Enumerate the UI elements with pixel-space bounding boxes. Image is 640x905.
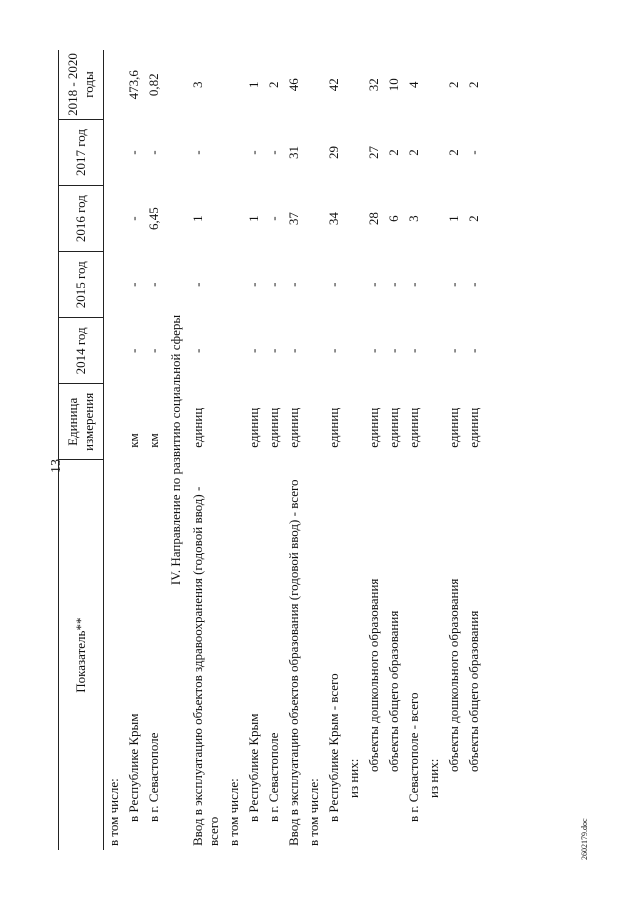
row-value: 46 <box>286 78 301 92</box>
row-value <box>304 252 324 318</box>
row-value <box>304 186 324 252</box>
row-value <box>104 252 125 318</box>
row-value: - <box>146 282 161 287</box>
row-unit <box>104 384 125 460</box>
row-value: - <box>466 150 481 155</box>
row-unit: км <box>126 433 141 448</box>
row-unit: единиц <box>466 407 481 448</box>
table-row <box>364 50 384 850</box>
row-value: 1 <box>246 81 261 88</box>
row-value <box>344 186 364 252</box>
header-2014: 2014 год <box>59 318 104 384</box>
row-value: 28 <box>366 212 381 226</box>
row-label: в том числе: <box>106 778 121 846</box>
row-value: 3 <box>406 215 421 222</box>
row-value: - <box>366 348 381 354</box>
row-unit: единиц <box>386 407 401 448</box>
row-value: 6,45 <box>146 207 161 230</box>
table-row <box>324 50 344 850</box>
row-value <box>424 318 444 384</box>
header-2015: 2015 год <box>59 252 104 318</box>
row-value: - <box>446 348 461 354</box>
row-value: 2 <box>266 81 281 88</box>
row-unit: единиц <box>246 407 261 448</box>
footer-doc-code: 2602179.doc <box>580 818 589 860</box>
header-2018-2020: 2018 - 2020 годы <box>59 50 104 119</box>
table-row <box>144 50 164 850</box>
row-label: в Республике Крым <box>126 713 141 822</box>
row-value <box>424 186 444 252</box>
row-label: в Республике Крым <box>246 713 261 822</box>
row-value: - <box>466 348 481 354</box>
row-value <box>304 318 324 384</box>
header-2016: 2016 год <box>59 186 104 252</box>
row-unit: единиц <box>326 407 341 448</box>
row-value <box>304 50 324 119</box>
row-label: в г. Севастополе <box>266 732 281 822</box>
header-unit: Единица измерения <box>59 384 104 460</box>
row-value <box>224 119 244 185</box>
row-value: - <box>266 216 281 221</box>
row-value: 2 <box>406 149 421 156</box>
header-2017: 2017 год <box>59 119 104 185</box>
row-label: из них: <box>426 758 441 798</box>
row-value: 34 <box>326 212 341 226</box>
row-value <box>224 50 244 119</box>
row-label: объекты общего образования <box>386 610 401 772</box>
rotated-table-container <box>58 50 598 850</box>
row-value: - <box>190 348 205 354</box>
row-value: - <box>326 282 341 287</box>
row-value: 37 <box>286 212 301 226</box>
row-value: 2 <box>386 149 401 156</box>
row-label: в том числе: <box>226 778 241 846</box>
row-value: - <box>126 282 141 287</box>
row-value: 1 <box>446 215 461 222</box>
row-value: 29 <box>326 146 341 160</box>
row-value: - <box>326 348 341 354</box>
row-value: - <box>190 282 205 287</box>
row-unit <box>424 384 444 460</box>
row-label: Ввод в эксплуатацию объектов здравоохранения (годовой ввод) - всего <box>190 486 221 846</box>
row-value: 42 <box>326 78 341 92</box>
row-value: - <box>406 348 421 354</box>
table-row <box>284 50 304 850</box>
table-row <box>404 50 424 850</box>
row-value: 27 <box>366 146 381 160</box>
row-value <box>224 186 244 252</box>
row-label: из них: <box>346 758 361 798</box>
row-value: 2 <box>446 81 461 88</box>
row-value: - <box>266 348 281 354</box>
row-value <box>344 318 364 384</box>
row-value: - <box>466 282 481 287</box>
row-unit <box>344 384 364 460</box>
table-header-row <box>59 50 104 850</box>
row-unit: единиц <box>446 407 461 448</box>
row-value: - <box>386 348 401 354</box>
row-label: объекты дошкольного образования <box>446 578 461 772</box>
row-value: - <box>146 150 161 155</box>
header-indicator: Показатель** <box>59 460 104 850</box>
row-value: - <box>126 150 141 155</box>
row-value: - <box>366 282 381 287</box>
row-unit: единиц <box>406 407 421 448</box>
row-value <box>304 119 324 185</box>
row-value <box>424 119 444 185</box>
table-row <box>344 50 364 850</box>
row-unit: единиц <box>266 407 281 448</box>
row-value: 2 <box>446 149 461 156</box>
row-value: 1 <box>246 215 261 222</box>
row-value: - <box>446 282 461 287</box>
row-value: - <box>386 282 401 287</box>
row-value <box>104 119 125 185</box>
row-label: в том числе: <box>306 778 321 846</box>
row-label: Ввод в эксплуатацию объектов образования (годовой ввод) - всего <box>286 479 301 846</box>
table-row <box>104 50 125 850</box>
row-label: в Республике Крым - всего <box>326 673 341 822</box>
table-row <box>304 50 324 850</box>
row-value: 4 <box>406 81 421 88</box>
row-value: - <box>286 282 301 287</box>
row-label: объекты общего образования <box>466 610 481 772</box>
row-value: 6 <box>386 215 401 222</box>
row-value <box>224 318 244 384</box>
row-value: 2 <box>466 81 481 88</box>
section-title: IV. Направление по развитию социальной сферы <box>168 314 183 586</box>
row-value: 2 <box>466 215 481 222</box>
row-value: 1 <box>190 215 205 222</box>
row-value <box>344 50 364 119</box>
row-value: 473,6 <box>126 70 141 100</box>
row-value <box>104 318 125 384</box>
row-unit <box>304 384 324 460</box>
row-unit: единиц <box>286 407 301 448</box>
page-number: 13 <box>49 459 64 473</box>
row-value: - <box>406 282 421 287</box>
row-value: - <box>146 348 161 354</box>
row-value: - <box>246 282 261 287</box>
row-label: объекты дошкольного образования <box>366 578 381 772</box>
table-row <box>224 50 244 850</box>
table-row <box>464 50 484 850</box>
row-value <box>344 119 364 185</box>
table-row <box>444 50 464 850</box>
row-value <box>104 50 125 119</box>
row-label: в г. Севастополе <box>146 732 161 822</box>
row-value: - <box>126 216 141 221</box>
row-value: - <box>266 282 281 287</box>
row-value <box>104 186 125 252</box>
row-unit: км <box>146 433 161 448</box>
table-row <box>124 50 144 850</box>
table-row <box>424 50 444 850</box>
row-label: в г. Севастополе - всего <box>406 692 421 822</box>
row-value: - <box>190 150 205 155</box>
row-value: - <box>246 348 261 354</box>
table-row <box>384 50 404 850</box>
table-body <box>104 50 485 850</box>
row-unit: единиц <box>366 407 381 448</box>
row-value: 10 <box>386 78 401 92</box>
row-value: 32 <box>366 78 381 92</box>
row-value: - <box>246 150 261 155</box>
table-row <box>244 50 264 850</box>
row-value <box>224 252 244 318</box>
row-value: - <box>126 348 141 354</box>
row-value: 31 <box>286 146 301 160</box>
indicators-table <box>58 50 484 850</box>
row-value <box>424 50 444 119</box>
row-unit <box>224 384 244 460</box>
table-row <box>264 50 284 850</box>
row-value: 3 <box>190 81 205 88</box>
row-value <box>344 252 364 318</box>
row-value: - <box>286 348 301 354</box>
row-value <box>424 252 444 318</box>
table-row <box>188 50 224 850</box>
row-value: - <box>266 150 281 155</box>
row-value: 0,82 <box>146 73 161 97</box>
row-unit: единиц <box>190 407 205 448</box>
section-title-row <box>164 50 188 850</box>
